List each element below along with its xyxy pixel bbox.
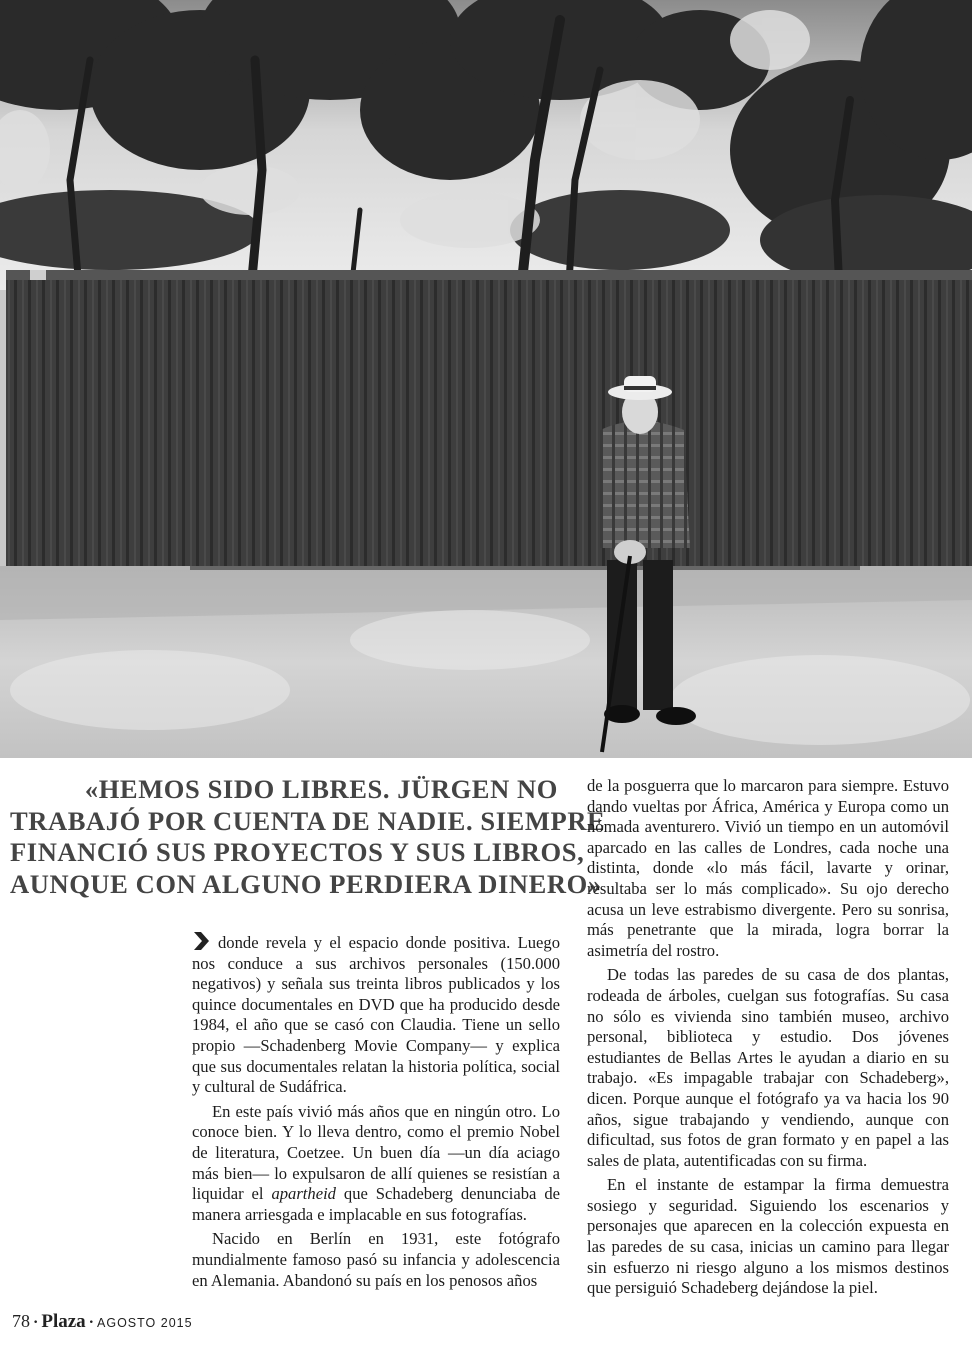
pull-quote-line-3: FINANCIÓ SUS PROYECTOS Y SUS LIBROS,: [10, 837, 585, 867]
pull-quote-line-4: AUNQUE CON ALGUNO PERDIERA DINERO»: [10, 868, 602, 899]
paragraph: [192, 1229, 560, 1291]
paragraph-text: que Schadeberg denunciaba de manera arriesgada e implacable en sus fotografías.: [192, 1184, 560, 1224]
emphasis-text: apartheid: [271, 1184, 336, 1204]
article-column-left: [192, 932, 560, 1291]
paragraph-text: donde revela y el espacio donde positiva. Luego nos conduce a sus archivos personales (150.000 negativos) y señala sus treinta libros publicados y los quince documentales en DVD que ha producido desde 1984, el año que se casó con Claudia. Tiene un sello propio —Schadenberg Movie Company— y explica que sus documentales relatan la historia política, social y cultural de Sudáfrica.: [192, 933, 560, 1097]
paragraph: De todas las paredes de su casa de dos plantas, rodeada de árboles, cuelgan sus fotografías. Su casa no sólo es vivienda sino también museo, archivo personal, biblioteca y estudio. Dos jóvenes estudiantes de Bellas Artes le ayudan a diario en su trabajo. «Es impagable trabajar con Schadeberg», dicen. Porque aunque el fotógrafo ya va hacia los 90 años, sigue trabajando y vendiendo, aunque con dificultad, sus fotos de gran formato y en papel a las sales de plata, autentificadas con su firma.: [587, 965, 949, 1170]
paragraph: [192, 932, 560, 1098]
magazine-name: Plaza: [41, 1311, 86, 1332]
page-footer: [12, 1311, 193, 1333]
article-column-right: [587, 776, 949, 1299]
issue-date: AGOSTO 2015: [97, 1316, 193, 1330]
pull-quote: [10, 774, 606, 900]
paragraph-text: En este país vivió más años que en ningún otro. Lo conoce bien. Y lo lleva dentro, como el premio Nobel de literatura, Coetzee. Un buen día —un día aciago más bien— lo expulsaron de allí quienes se resistían a liquidar el: [192, 1101, 560, 1204]
page-number: 78: [12, 1311, 30, 1331]
separator-dot: ·: [88, 1314, 95, 1331]
paragraph: de la posguerra que lo marcaron para siempre. Estuvo dando vueltas por África, América y Europa como un nómada aventurero. Vivió un tiempo en un automóvil aparcado en las calles de Londres, cada noche una distinta, donde «lo más fácil, lavarte y orinar, resultaba ser lo más complicado». Su ojo derecho acusa un leve estrabismo divergente. Pero su sonrisa, más penetrante que la mirada, logra borrar la asimetría del rostro.: [587, 776, 949, 960]
paragraph: En el instante de estampar la firma demuestra sosiego y seguridad. Siguiendo los escenarios y personajes que aparecen en la colección expuesta en las paredes de su casa, inicias un camino para llegar sin esfuerzo ni riesgo alguno a los mismos destinos que persiguió Schadeberg dejándose la piel.: [587, 1175, 949, 1298]
shipping-container: [6, 270, 972, 570]
pull-quote-line-2: TRABAJÓ POR CUENTA DE NADIE. SIEMPRE: [10, 805, 606, 836]
pull-quote-line-1: «HEMOS SIDO LIBRES. JÜRGEN NO: [84, 774, 558, 804]
paragraph: [192, 1102, 560, 1226]
chevron-right-icon: [192, 932, 210, 950]
separator-dot: ·: [33, 1314, 39, 1331]
paragraph-text: Nacido en Berlín en 1931, este fotógrafo mundialmente famoso pasó su infancia y adolescencia en Alemania. Abandonó su país en los penosos años: [192, 1229, 560, 1290]
